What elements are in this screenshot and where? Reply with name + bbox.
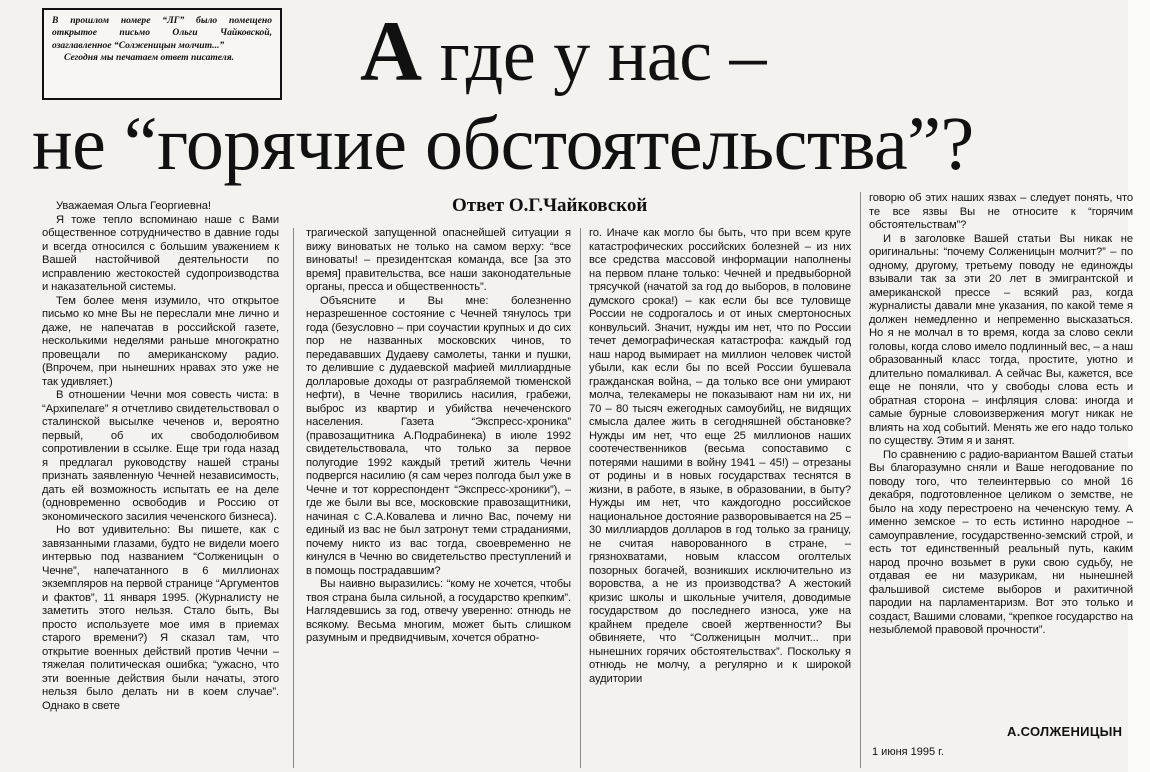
text-column-1	[42, 200, 279, 768]
column-rule	[580, 228, 581, 768]
byline: Ответ О.Г.Чайковской	[452, 195, 648, 216]
col1-paragraph: Но вот удивительно: Вы пишете, как с завязанными глазами, будто не видели моего интервью под названием “Солженицын о Чечне”, напечатанного в 6 миллионах экземпляров на первой странице “Аргументов и фактов”, 11 января 1995. (Журналисту не заметить этого нельзя. Стало быть, Вы просто используете мое имя в приемах старого времени?) Я сказал там, что открытие военных действий против Чечни – тяжелая политическая ошибка; “ужасно, что эти военные действия были начаты, этого нельзя было делать ни в коем случае”. Однако в свете	[42, 524, 279, 712]
column-rule	[860, 192, 861, 768]
article-date: 1 июня 1995 г.	[872, 746, 944, 758]
col4-paragraph: И в заголовке Вашей статьи Вы никак не оригинальны: “почему Солженицын молчит?” – по одному, другому, третьему поводу не единожды взывали так за эти 20 лет в эмигрантской и американской прессе – всякий раз, когда журналисты давали мне указания, по какой теме я должен немедленно и непременно высказаться. Но я не молчал в то время, когда за слово секли головы, когда слово имело подлинный вес, – а наш образованный класс тогда, простите, уютно и длительно помалкивал. А сейчас Вы, кажется, все еще не поняли, что у свободы слова есть и обратная сторона – инфляция слова: иногда и самые бурные словоизвержения могут никак не влиять на ход событий. Менять же его надо только по существу. Этим я и занят.	[869, 232, 1133, 447]
col2-paragraph: трагической запущенной опаснейшей ситуации я вижу виноватых не только на самом верху: “все виноваты! – президентская команда, все [за это время] правительства, все наши законодательные органы, пресса и общественность”.	[306, 227, 571, 293]
intro-paragraph-2: Сегодня мы печатаем ответ писателя.	[64, 52, 235, 64]
intro-paragraph-1: В прошлом номере “ЛГ” было помещено открытое письмо Ольги Чайковской, озаглавленное “Солженицын молчит...”	[52, 15, 272, 51]
headline-line-1	[360, 3, 767, 99]
text-column-3	[589, 227, 851, 768]
col1-paragraph: В отношении Чечни моя совесть чиста: в “Архипелаге” я отчетливо свидетельствовал о сталинской высылке чеченов и, вероятно первый, об их свободолюбивом сопротивлении в ссылке. Еще три года назад я предлагал руководству нашей страны признать заявленную Чечней независимость, дать ей возможность испытать ее на деле (одновременно освободив и Россию от экономического засилия чеченского бизнеса).	[42, 389, 279, 523]
col2-paragraph: Вы наивно выразились: “кому не хочется, чтобы твоя страна была сильной, а государство крепким”. Наглядевшись за год, отвечу уверенно: отнюдь не всякому. Весьма многим, может быть слишком разумным и предвидчивым, хочется обратно-	[306, 578, 571, 644]
column-rule	[293, 228, 294, 768]
col1-paragraph: Уважаемая Ольга Георгиевна!	[56, 200, 211, 212]
col1-paragraph: Я тоже тепло вспоминаю наше с Вами общественное сотрудничество в давние годы и всегда относился с большим уважением к Вашей настойчивой деятельности по исправлению жестокостей судопроизводства и наказательной системы.	[42, 213, 279, 293]
headline-initial: А	[360, 3, 422, 99]
text-column-2	[306, 227, 571, 768]
col2-paragraph: Объясните и Вы мне: болезненно неразрешенное состояние с Чечней тянулось три года (безусловно – при соучастии крупных и до сих пор не названных московских чинов, то передававших Дудаеву самолеты, танки и пушки, то делившие с дудаевской мафией миллиардные долларовые доходы от разграбляемой тюменской нефти), в Чечне творились насилия, грабежи, выброс из квартир и убийства нечеченского населения. Газета “Экспресс-хроника” (правозащитника А.Подрабинека) в июле 1992 свидетельствовала, что только за первое полугодие 1992 каждый третий житель Чечни подвергся насилию (я сам через полгода был уже в Чечне и тот корреспондент “Экспресс-хроники”), – где же были вы все, московские правозащитники, начиная с С.А.Ковалева и лично Вас, почему ни единый из вас не был затронут теми страданиями, почему никто из вас тогда, своевременно не кинулся в Чечню во свидетельство преступлений и в помощь пострадавшим?	[306, 294, 571, 577]
author-signature: А.СОЛЖЕНИЦЫН	[1007, 724, 1123, 739]
col4-paragraph: По сравнению с радио-вариантом Вашей статьи Вы благоразумно сняли и Ваше негодование по поводу того, что телеинтервью со мной 16 декабря, подготовленное целиком о земстве, не было на ходу перестроено на чеченскую тему. А именно земское – то есть истинно народное – самоуправление, государственно-земский строй, и есть тот единственный реальный путь, каким народ прочно возьмет в руки свою судьбу, не отдавая ее ни мазурикам, ни нынешней фальшивой системе выборов и рахитичной пародии на парламентаризм. Вот это только и создаст, Вашими словами, “крепкое государство на незыблемой правовой прочности”.	[869, 448, 1133, 636]
col3-paragraph: го. Иначе как могло бы быть, что при всем круге катастрофических российских болезней – из них все средства массовой информации наполнены на первом плане только: Чечней и предвыборной трясучкой (начатой за год до выборов, в половине думского срока!) – как если бы все туловище России не содрогалось и от иных смертоносных конвульсий. Значит, нужды им нет, что по России течет демографическая катастрофа: каждый год наш народ вымирает на миллион человек чистой убыли, как если бы по всей России бушевала гражданская война, – да только все они умирают молча, телекамеры не показывают нам ни их, ни 70 – 80 тысяч ежегодных самоубийц, не видящих смысла далее жить в сегодняшней обстановке? Нужды им нет, что еще 25 миллионов наших соотечественников (весьма сопоставимо с потерями нашими в войну 1941 – 45!) – отрезаны от родины и в новых государствах теснятся в жизни, в работе, в языке, в образовании, в быту? Нужды им нет, что каждогодно российское национальное достояние разворовывается на 25 – 30 миллиардов долларов в год только за границу, не считая наворованного в стране, – грязнохватами, новым классом оголтелых позорных богачей, возникших исключительно из воровства, а не из производства? А жестокий кризис школы и школьные учителя, доводимые государством до последнего износа, уже на крайнем пределе своей жертвенности? Вы обвиняете, что “Солженицын молчит... при нынешних горячих обстоятельствах”. Поскольку я отнюдь не молчу, а регулярно и к широкой аудитории	[589, 227, 851, 685]
text-column-4	[869, 192, 1133, 712]
col1-paragraph: Тем более меня изумило, что открытое письмо ко мне Вы не переслали мне лично и даже, не напечатав в российской газете, несколькими неделями раньше многократно провещали по американскому радио. (Впрочем, при нынешних нравах это уже не так удивляет.)	[42, 294, 279, 388]
col4-paragraph: говорю об этих наших язвах – следует понять, что те все язвы Вы не относите к “горячим обстоятельствам”?	[869, 192, 1133, 231]
article-headline	[30, 5, 1140, 190]
headline-line-1-text: где у нас –	[421, 15, 767, 97]
headline-line-2: не “горячие обстоятельства”?	[32, 102, 974, 186]
